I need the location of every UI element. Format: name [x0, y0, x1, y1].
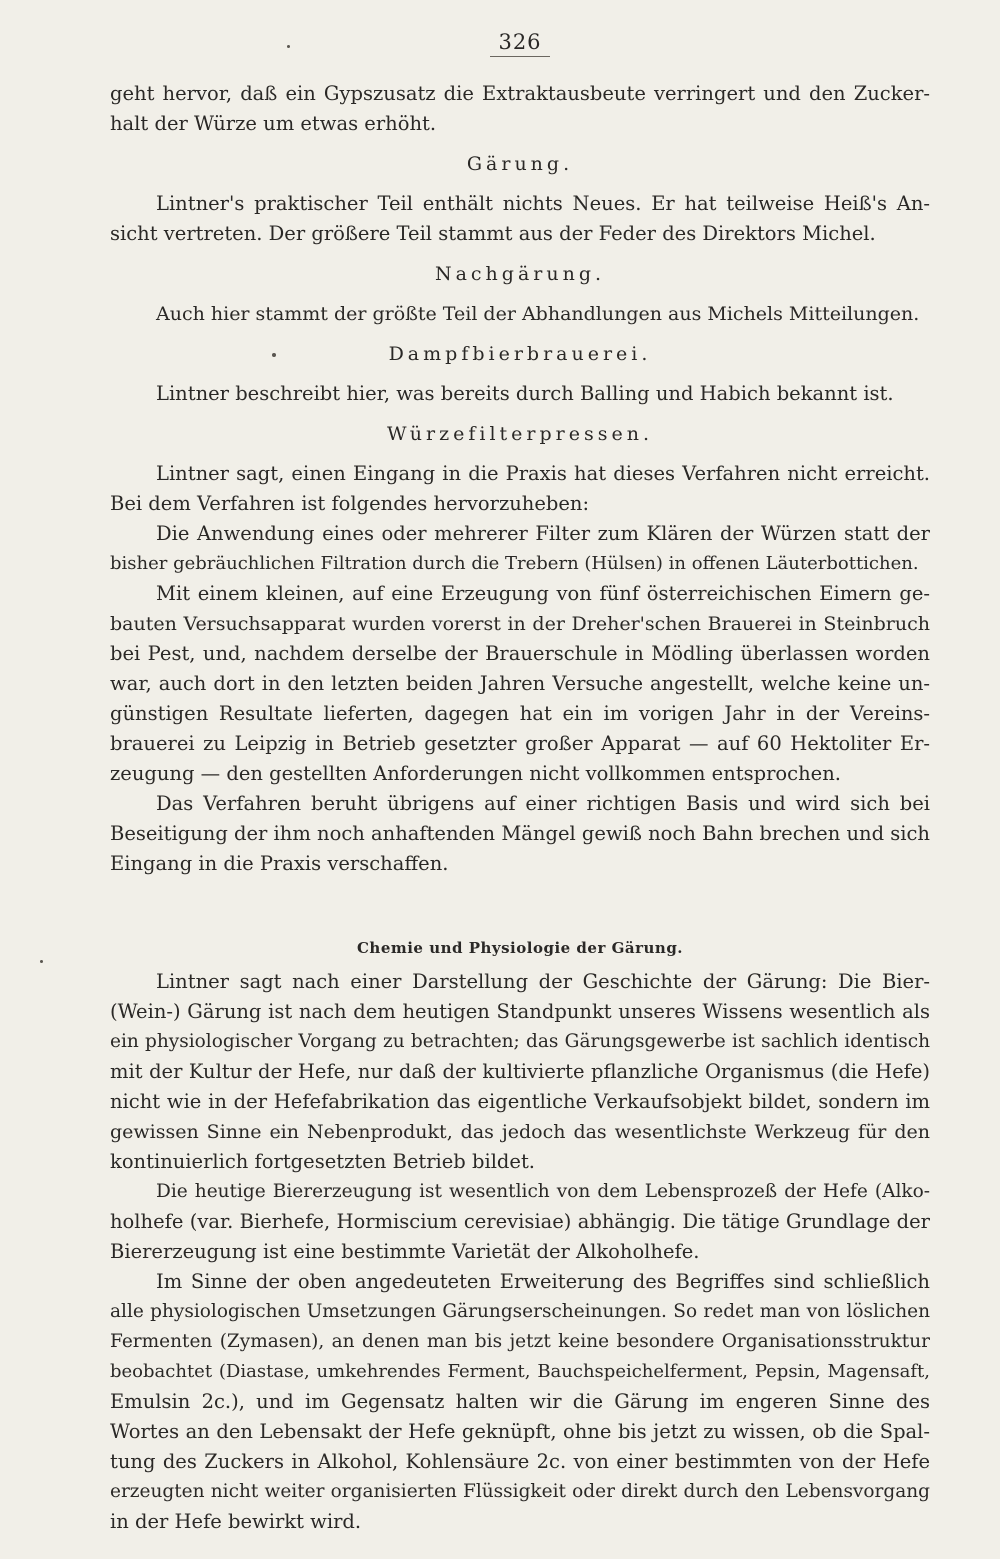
- text-line: Eingang in die Praxis verschaffen.: [110, 852, 449, 875]
- text-line: Das Verfahren beruht übrigens auf einer richtigen Basis und wird sich bei: [156, 792, 930, 815]
- text-line: war, auch dort in den letzten beiden Jahren Versuche angestellt, welche keine un-: [110, 672, 930, 695]
- subheading: Würzefilterpressen.: [387, 423, 653, 445]
- text-line: Auch hier stammt der größte Teil der Abhandlungen aus Michels Mitteilungen.: [156, 303, 920, 325]
- text-line: erzeugten nicht weiter organisierten Flüssigkeit oder direkt durch den Lebensvorgang: [110, 1481, 930, 1502]
- text-line: halt der Würze um etwas erhöht.: [110, 112, 437, 135]
- text-line: Lintner sagt, einen Eingang in die Praxis hat dieses Verfahren nicht erreicht.: [156, 462, 930, 485]
- text-line: zeugung — den gestellten Anforderungen nicht vollkommen entsprochen.: [110, 762, 841, 785]
- subheading: Gärung.: [466, 153, 574, 175]
- paragraph: [110, 789, 930, 879]
- text-line: geht hervor, daß ein Gypszusatz die Extraktausbeute verringert und den Zucker-: [110, 82, 930, 105]
- text-line: mit der Kultur der Hefe, nur daß der kultivierte pflanzliche Organismus (die Hefe): [110, 1060, 930, 1083]
- text-line: Lintner beschreibt hier, was bereits durch Balling und Habich bekannt ist.: [156, 382, 894, 405]
- text-line: (Wein-) Gärung ist nach dem heutigen Standpunkt unseres Wissens wesentlich als: [110, 1000, 930, 1023]
- paragraph: [110, 299, 930, 329]
- document-page: [110, 28, 930, 1537]
- text-line: Biererzeugung ist eine bestimmte Varietät der Alkoholhefe.: [110, 1240, 700, 1263]
- text-line: brauerei zu Leipzig in Betrieb gesetzter großer Apparat — auf 60 Hektoliter Er-: [110, 732, 930, 755]
- paragraph: [110, 79, 930, 139]
- paragraph: [110, 1177, 930, 1267]
- paper-speck: [40, 960, 43, 963]
- text-line: Lintner sagt nach einer Darstellung der Geschichte der Gärung: Die Bier-: [156, 970, 930, 993]
- text-line: bisher gebräuchlichen Filtration durch die Trebern (Hülsen) in offenen Läuterbottichen.: [110, 553, 919, 574]
- text-line: nicht wie in der Hefefabrikation das eigentliche Verkaufsobjekt bildet, sondern im: [110, 1090, 930, 1113]
- text-line: Mit einem kleinen, auf eine Erzeugung von fünf österreichischen Eimern ge-: [156, 582, 930, 605]
- text-line: sicht vertreten. Der größere Teil stammt aus der Feder des Direktors Michel.: [110, 222, 876, 245]
- text-line: gewissen Sinne ein Nebenprodukt, das jedoch das wesentlichste Werkzeug für den: [110, 1121, 930, 1143]
- text-line: beobachtet (Diastase, umkehrendes Ferment, Bauchspeichelferment, Pepsin, Magensaft,: [110, 1361, 930, 1382]
- subheading: Nachgärung.: [434, 263, 606, 285]
- text-line: Die Anwendung eines oder mehrerer Filter zum Klären der Würzen statt der: [156, 522, 930, 545]
- text-line: holhefe (var. Bierhefe, Hormiscium cerevisiae) abhängig. Die tätige Grundlage der: [110, 1210, 930, 1233]
- text-line: kontinuierlich fortgesetzten Betrieb bildet.: [110, 1150, 535, 1173]
- paragraph: [110, 967, 930, 1177]
- text-line: bei Pest, und, nachdem derselbe der Brauerschule in Mödling überlassen worden: [110, 642, 930, 665]
- text-line: Die heutige Biererzeugung ist wesentlich von dem Lebensprozeß der Hefe (Alko-: [156, 1181, 930, 1202]
- text-line: alle physiologischen Umsetzungen Gärungserscheinungen. So redet man von löslichen: [110, 1301, 930, 1322]
- paragraph: [110, 579, 930, 789]
- text-line: Lintner's praktischer Teil enthält nichts Neues. Er hat teilweise Heiß's An-: [156, 192, 930, 215]
- paragraph: [110, 459, 930, 519]
- text-line: in der Hefe bewirkt wird.: [110, 1510, 362, 1533]
- text-line: Wortes an den Lebensakt der Hefe geknüpft, ohne bis jetzt zu wissen, ob die Spal-: [110, 1420, 930, 1443]
- section-heading: Chemie und Physiologie der Gärung.: [356, 939, 684, 957]
- text-line: Bei dem Verfahren ist folgendes hervorzuheben:: [110, 492, 590, 515]
- page-number: 326: [490, 28, 550, 57]
- text-line: günstigen Resultate lieferten, dagegen hat ein im vorigen Jahr in der Vereins-: [110, 702, 930, 725]
- text-line: Emulsin 2c.), und im Gegensatz halten wir die Gärung im engeren Sinne des: [110, 1390, 930, 1413]
- paper-speck: [272, 353, 276, 357]
- text-line: bauten Versuchsapparat wurden vorerst in der Dreher'schen Brauerei in Steinbruch: [110, 613, 930, 635]
- text-line: Fermenten (Zymasen), an denen man bis jetzt keine besondere Organisationsstruktur: [110, 1331, 930, 1352]
- paper-speck: [287, 45, 290, 48]
- subheading: Dampfbierbrauerei.: [388, 343, 652, 365]
- paragraph: [110, 1267, 930, 1537]
- paragraph: [110, 519, 930, 579]
- document-body: [110, 79, 930, 1537]
- text-line: Im Sinne der oben angedeuteten Erweiterung des Begriffes sind schließlich: [156, 1270, 930, 1293]
- text-line: Beseitigung der ihm noch anhaftenden Mängel gewiß noch Bahn brechen und sich: [110, 822, 930, 845]
- paragraph: [110, 379, 930, 409]
- paragraph: [110, 189, 930, 249]
- text-line: tung des Zuckers in Alkohol, Kohlensäure 2c. von einer bestimmten von der Hefe: [110, 1450, 930, 1473]
- text-line: ein physiologischer Vorgang zu betrachten; das Gärungsgewerbe ist sachlich identisch: [110, 1031, 930, 1052]
